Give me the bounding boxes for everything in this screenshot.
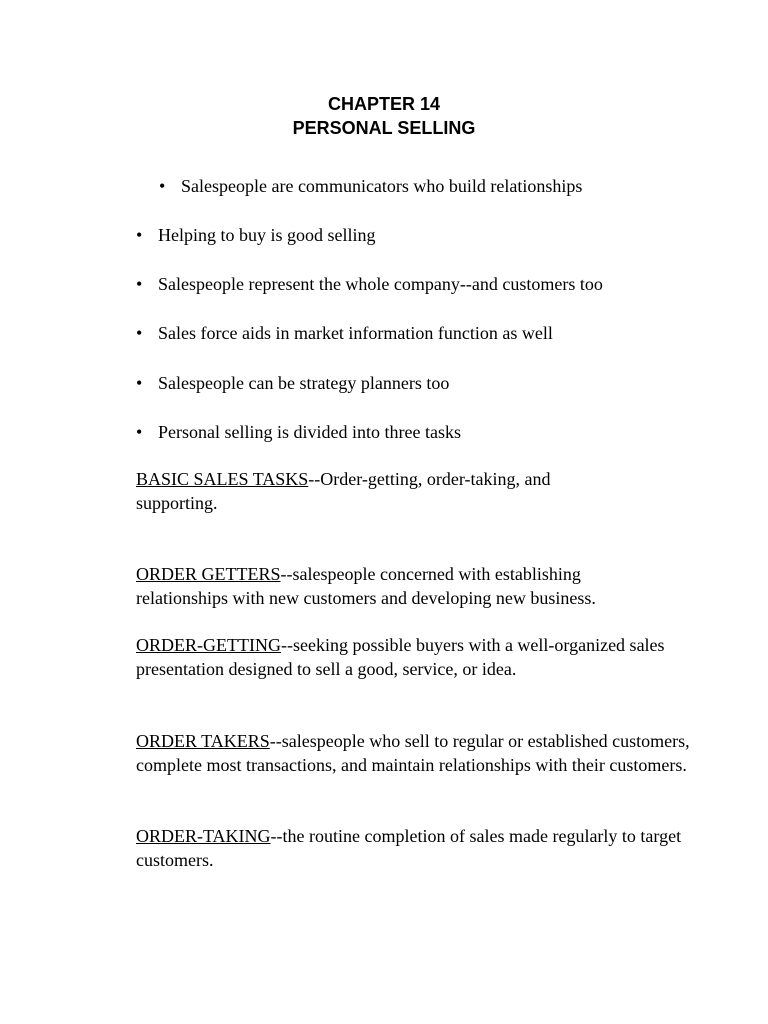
bullet-dot-icon: •	[136, 323, 143, 343]
bullet-item	[136, 272, 603, 296]
definition-term: ORDER-TAKING	[136, 826, 271, 846]
definition-order-getting	[136, 633, 666, 681]
definition-text: --the routine completion of sales made regularly to target customers.	[136, 826, 682, 870]
chapter-title: PERSONAL SELLING	[292, 118, 476, 138]
definition-term: ORDER GETTERS	[136, 564, 281, 584]
bullet-dot-icon: •	[159, 176, 166, 196]
bullet-dot-icon: •	[136, 373, 143, 393]
definition-order-taking	[136, 824, 696, 872]
definition-term: BASIC SALES TASKS	[136, 469, 309, 489]
chapter-number: CHAPTER 14	[327, 94, 441, 114]
definition-text: --salespeople who sell to regular or established customers, complete most transactions, and maintain relationships with their customers.	[136, 731, 690, 775]
definition-order-getters	[136, 562, 676, 610]
bullet-item	[136, 223, 376, 247]
bullet-item	[136, 371, 450, 395]
definition-term: ORDER-GETTING	[136, 635, 281, 655]
definition-order-takers	[136, 729, 696, 777]
bullet-text: Salespeople can be strategy planners too	[158, 373, 450, 393]
definition-text: --salespeople concerned with establishing relationships with new customers and developing new business.	[136, 564, 596, 608]
bullet-text: Salespeople represent the whole company--and customers too	[158, 274, 603, 294]
definition-basic-sales-tasks	[136, 467, 616, 515]
bullet-dot-icon: •	[136, 225, 143, 245]
definition-term: ORDER TAKERS	[136, 731, 270, 751]
chapter-heading	[0, 92, 768, 140]
definition-text: --seeking possible buyers with a well-organized sales presentation designed to sell a good, service, or idea.	[136, 635, 665, 679]
bullet-text: Salespeople are communicators who build relationships	[181, 176, 583, 196]
bullet-text: Helping to buy is good selling	[158, 225, 376, 245]
bullet-item	[136, 321, 553, 345]
definition-text: --Order-getting, order-taking, and supporting.	[136, 469, 551, 513]
bullet-text: Personal selling is divided into three tasks	[158, 422, 461, 442]
bullet-dot-icon: •	[136, 274, 143, 294]
bullet-dot-icon: •	[136, 422, 143, 442]
bullet-item	[136, 420, 461, 444]
bullet-text: Sales force aids in market information function as well	[158, 323, 553, 343]
bullet-item	[159, 174, 583, 198]
